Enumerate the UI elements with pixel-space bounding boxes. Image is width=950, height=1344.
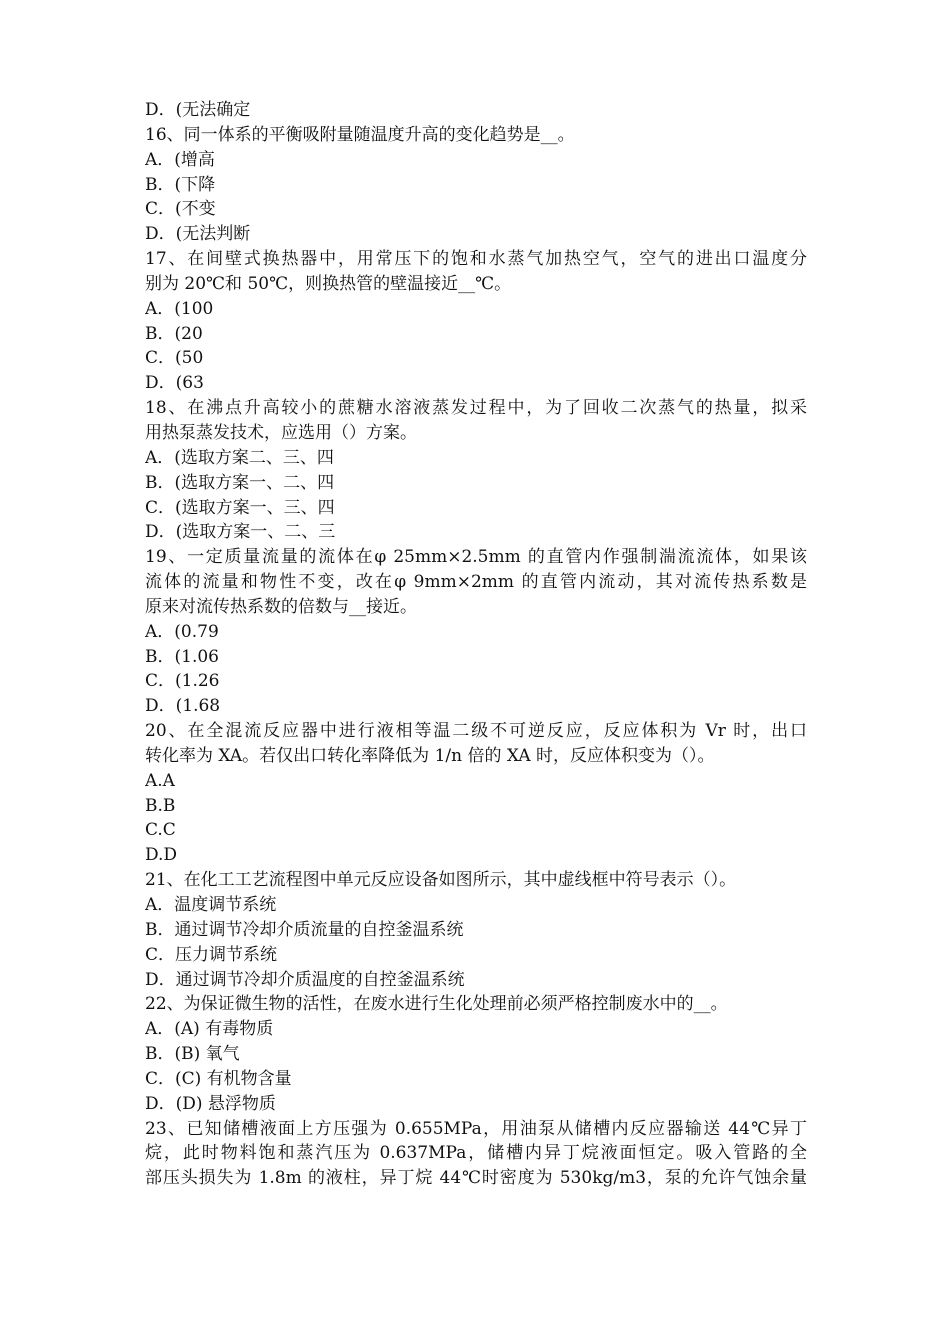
text-line: A．(0.79 <box>145 621 219 642</box>
text-line: A．温度调节系统 <box>145 895 277 915</box>
text-line: D．(选取方案一、二、三 <box>145 522 336 543</box>
text-line: B．(B) 氧气 <box>145 1044 240 1065</box>
text-line: 别为 20℃和 50℃，则换热管的壁温接近__℃。 <box>145 273 512 294</box>
text-line: 转化率为 XA。若仅出口转化率降低为 1/n 倍的 XA 时，反应体积变为（）。 <box>145 745 715 766</box>
text-line: A．(A) 有毒物质 <box>145 1019 274 1040</box>
text-line: D．(D) 悬浮物质 <box>145 1093 276 1114</box>
text-line: B．(选取方案一、二、四 <box>145 472 335 493</box>
text-line: A．(选取方案二、三、四 <box>145 447 334 468</box>
text-line: 18、在沸点升高较小的蔗糖水溶液蒸发过程中，为了回收二次蒸气的热量，拟采 <box>145 398 807 419</box>
text-line: C．(不变 <box>145 199 216 220</box>
text-line: 用热泵蒸发技术，应选用（）方案。 <box>145 422 417 443</box>
text-line: C．(C) 有机物含量 <box>145 1068 292 1089</box>
text-line: 20、在全混流反应器中进行液相等温二级不可逆反应，反应体积为 Vr 时，出口 <box>145 721 807 742</box>
text-line: A．(增高 <box>145 149 215 170</box>
text-line: D.D <box>145 845 178 866</box>
text-line: 23、已知储槽液面上方压强为 0.655MPa，用油泵从储槽内反应器输送 44℃异丁 <box>145 1118 807 1139</box>
text-line: C．(1.26 <box>145 671 220 692</box>
text-line: 烷，此时物料饱和蒸汽压为 0.637MPa，储槽内异丁烷液面恒定。吸入管路的全 <box>145 1143 807 1164</box>
text-line: C.C <box>145 820 176 841</box>
text-line: C．(选取方案一、三、四 <box>145 497 335 518</box>
text-line: 原来对流传热系数的倍数与__接近。 <box>145 596 417 617</box>
text-line: D．通过调节冷却介质温度的自控釜温系统 <box>145 969 465 990</box>
text-line: 19、一定质量流量的流体在φ 25mm×2.5mm 的直管内作强制湍流流体，如果该 <box>145 547 807 568</box>
text-line: B．通过调节冷却介质流量的自控釜温系统 <box>145 919 464 940</box>
text-line: B．(下降 <box>145 174 216 195</box>
text-line: A．(100 <box>145 298 214 319</box>
text-line: A.A <box>145 770 175 791</box>
text-line: D．(63 <box>145 373 204 394</box>
text-line: D．(1.68 <box>145 696 221 717</box>
text-line: C．(50 <box>145 348 204 369</box>
text-line: B．(1.06 <box>145 646 219 667</box>
text-line: C．压力调节系统 <box>145 944 278 965</box>
text-line: D．(无法确定 <box>145 100 251 120</box>
text-line: 17、在间壁式换热器中，用常压下的饱和水蒸气加热空气，空气的进出口温度分 <box>145 249 807 270</box>
document-page <box>145 98 807 1191</box>
text-line: 流体的流量和物性不变，改在φ 9mm×2mm 的直管内流动，其对流传热系数是 <box>145 572 807 593</box>
text-line: B.B <box>145 795 176 816</box>
text-line: 21、在化工工艺流程图中单元反应设备如图所示，其中虚线框中符号表示（）。 <box>145 870 737 891</box>
text-line: 22、为保证微生物的活性，在废水进行生化处理前必须严格控制废水中的__。 <box>145 994 728 1015</box>
text-line: B．(20 <box>145 323 203 344</box>
text-line: 部压头损失为 1.8m 的液柱，异丁烷 44℃时密度为 530kg/m3，泵的允许气蚀余量 <box>145 1168 807 1189</box>
text-line: 16、同一体系的平衡吸附量随温度升高的变化趋势是__。 <box>145 124 575 145</box>
text-line: D．(无法判断 <box>145 224 251 245</box>
